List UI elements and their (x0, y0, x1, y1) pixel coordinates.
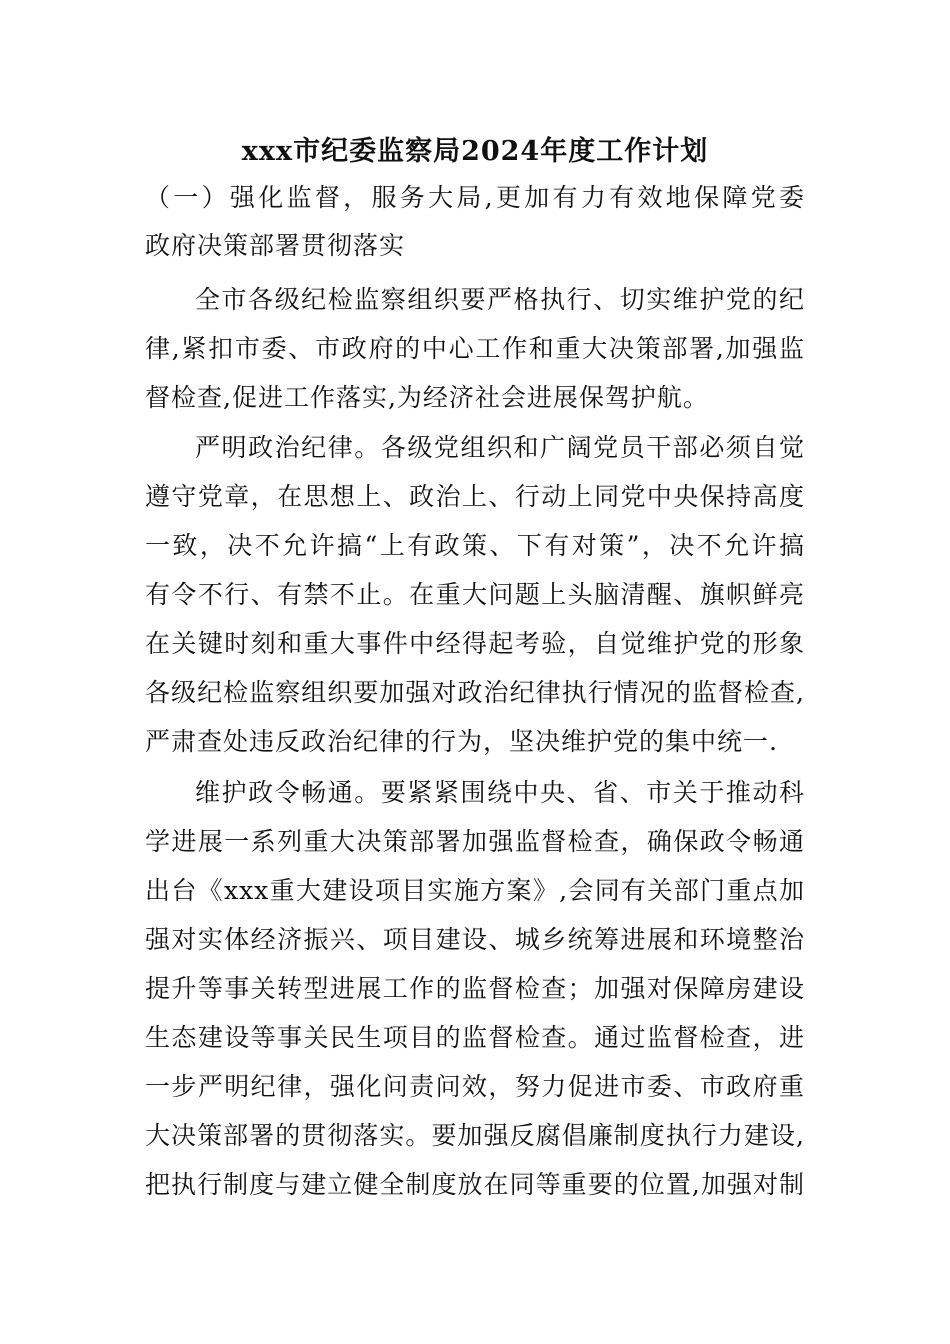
text-line: 各级纪检监察组织要加强对政治纪律执行情况的监督检查, (145, 678, 805, 707)
text-line: 大决策部署的贯彻落实。要加强反腐倡廉制度执行力建设, (145, 1121, 805, 1150)
text-line: 维护政令畅通。要紧紧围绕中央、省、市关于推动科 (195, 778, 805, 807)
text-line: 全市各级纪检监察组织要严格执行、切实维护党的纪 (195, 285, 805, 314)
text-line: 一致，决不允许搞“上有政策、下有对策”，决不允许搞 (145, 531, 805, 560)
text-line: 有令不行、有禁不止。在重大问题上头脑清醒、旗帜鲜亮 (145, 580, 805, 609)
text-line: 遵守党章，在思想上、政治上、行动上同党中央保持高度 (145, 482, 805, 511)
text-line: 律,紧扣市委、市政府的中心工作和重大决策部署,加强监 (145, 334, 805, 363)
text-line: 一步严明纪律，强化问责问效，努力促进市委、市政府重 (145, 1072, 805, 1101)
text-line: 学进展一系列重大决策部署加强监督检查，确保政令畅通 (145, 827, 805, 856)
text-line: 提升等事关转型进展工作的监督检查；加强对保障房建设 (145, 974, 805, 1003)
text-line: （一）强化监督，服务大局,更加有力有效地保障党委 (145, 183, 805, 212)
text-line: 在关键时刻和重大事件中经得起考验，自觉维护党的形象 (145, 629, 805, 658)
text-line: 政府决策部署贯彻落实 (145, 231, 406, 260)
text-line: 严明政治纪律。各级党组织和广阔党员干部必须自觉 (195, 433, 805, 462)
text-line: 出台《xxx重大建设项目实施方案》,会同有关部门重点加 (145, 876, 805, 905)
text-line: 督检查,促进工作落实,为经济社会进展保驾护航。 (145, 383, 709, 412)
text-line: 把执行制度与建立健全制度放在同等重要的位置,加强对制 (145, 1170, 805, 1199)
document-title: xxx市纪委监察局2024年度工作计划 (241, 136, 709, 167)
text-line: 生态建设等事关民生项目的监督检查。通过监督检查，进 (145, 1023, 805, 1052)
text-line: 强对实体经济振兴、项目建设、城乡统筹进展和环境整治 (145, 925, 805, 954)
text-line: 严肃查处违反政治纪律的行为，坚决维护党的集中统一. (145, 727, 778, 756)
